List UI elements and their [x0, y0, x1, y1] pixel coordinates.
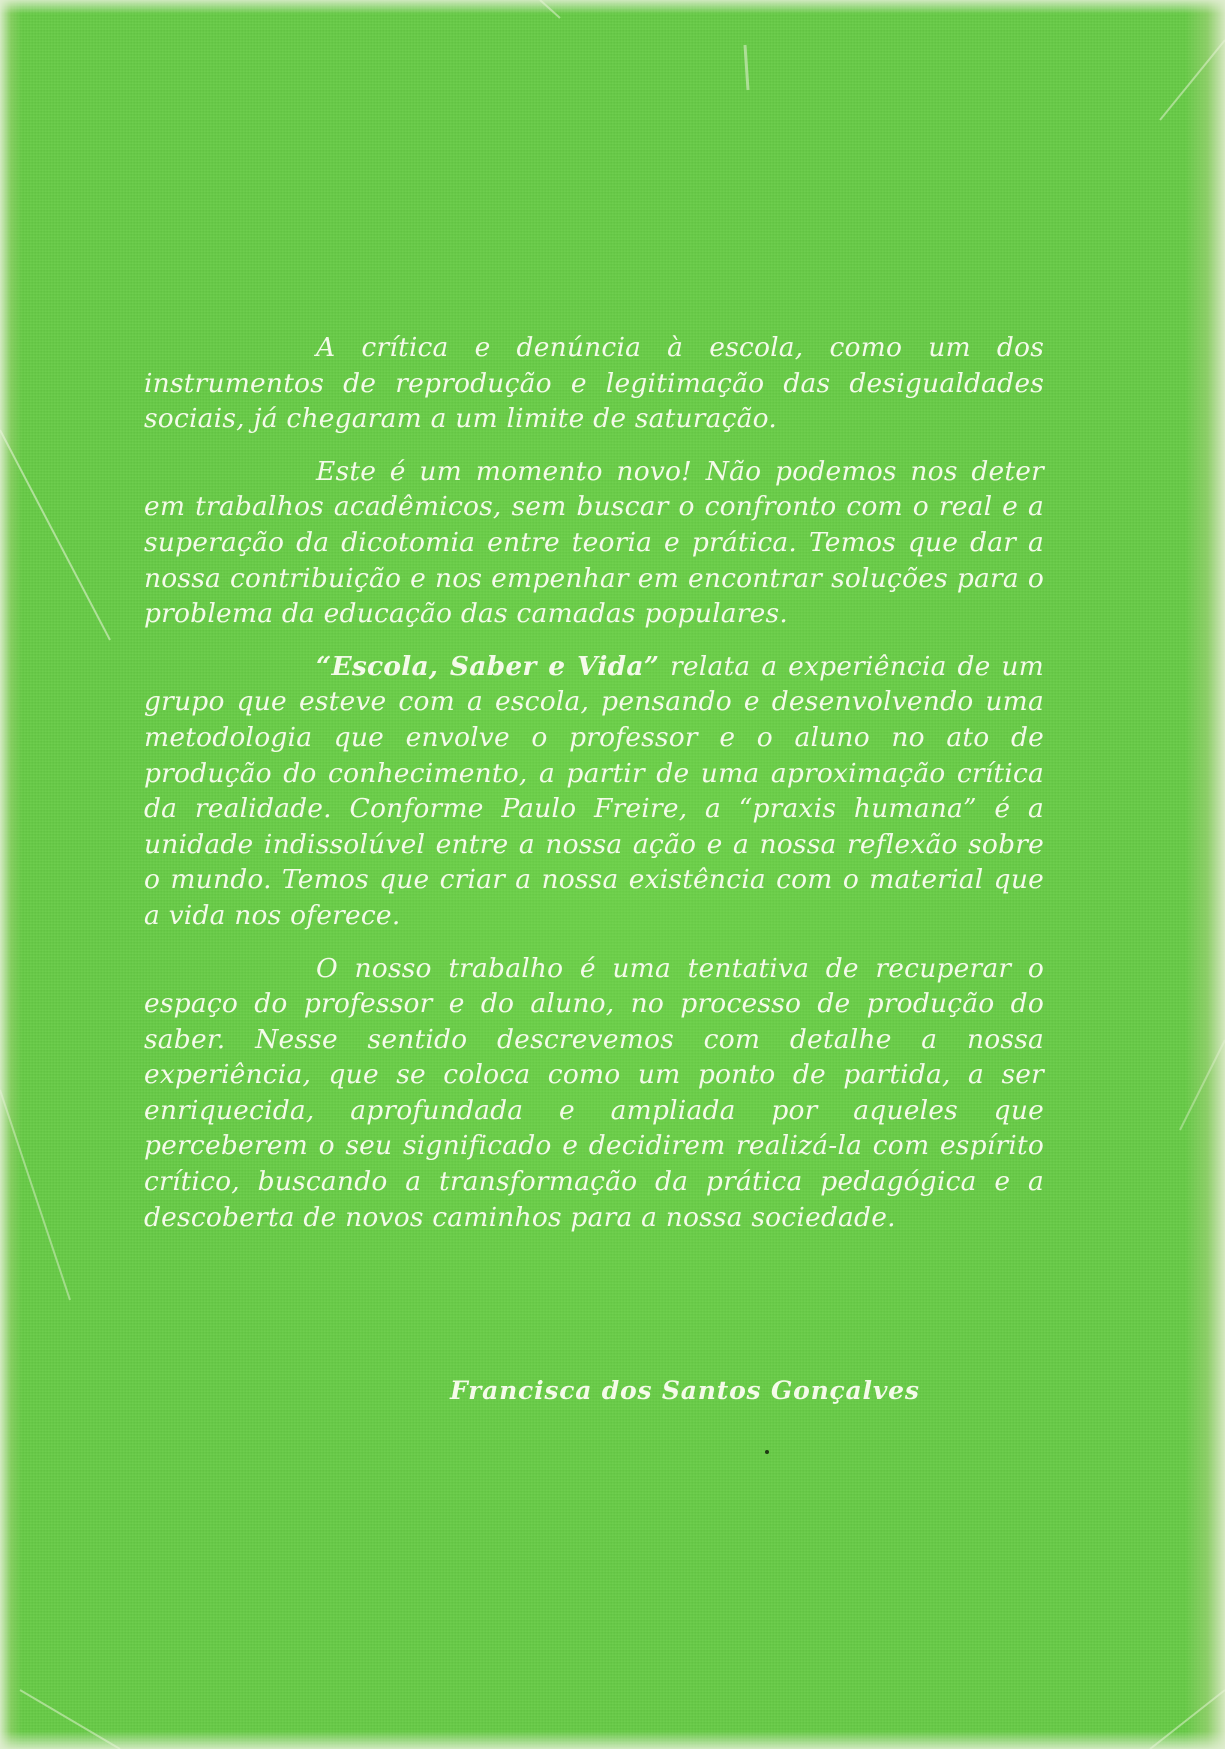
paragraph-text: O nosso trabalho é uma tentativa de recuperar o espaço do professor e do aluno, no processo de produção do saber. Nesse sentido descrevemos com detalhe a nossa experiência, que se coloca como um ponto de partida, a ser enriquecida, aprofundada e ampliada por aqueles que perceberem o seu significado e decidirem realizá-la com espírito crítico, buscando a transformação da prática pedagógica e a descoberta de novos caminhos para a nossa sociedade. [144, 952, 1044, 1233]
paragraph-text: Este é um momento novo! Não podemos nos deter em trabalhos acadêmicos, sem buscar o confronto com o real e a superação da dicotomia entre teoria e prática. Temos que dar a nossa contribuição e nos empenhar em encontrar soluções para o problema da educação das camadas populares. [144, 455, 1044, 630]
worn-edge-right [1185, 0, 1225, 1749]
blurb-paragraph-3 [144, 649, 1044, 934]
paragraph-text: A crítica e denúncia à escola, como um dos instrumentos de reprodução e legitimação das desigualdades sociais, já chegaram a um limite de saturação. [144, 332, 1044, 435]
author-signature: Francisca dos Santos Gonçalves [450, 1376, 920, 1405]
back-cover-blurb [144, 330, 1044, 1252]
worn-edge-left [0, 0, 22, 1749]
worn-edge-bottom [0, 1731, 1225, 1749]
blurb-paragraph-1 [144, 330, 1044, 437]
paragraph-text: relata a experiência de um grupo que esteve com a escola, pensando e desenvolvendo uma metodologia que envolve o professor e o aluno no ato de produção do conhecimento, a partir de uma aproximação crítica da realidade. Conforme Paulo Freire, a “praxis humana” é a unidade indissolúvel entre a nossa ação e a nossa reflexão sobre o mundo. Temos que criar a nossa existência com o material que a vida nos oferece. [144, 650, 1044, 931]
blurb-paragraph-4 [144, 951, 1044, 1236]
worn-edge-top [0, 0, 1225, 14]
book-title-quote: “Escola, Saber e Vida” [316, 650, 660, 682]
blurb-paragraph-2 [144, 454, 1044, 632]
print-speck [765, 1450, 769, 1454]
